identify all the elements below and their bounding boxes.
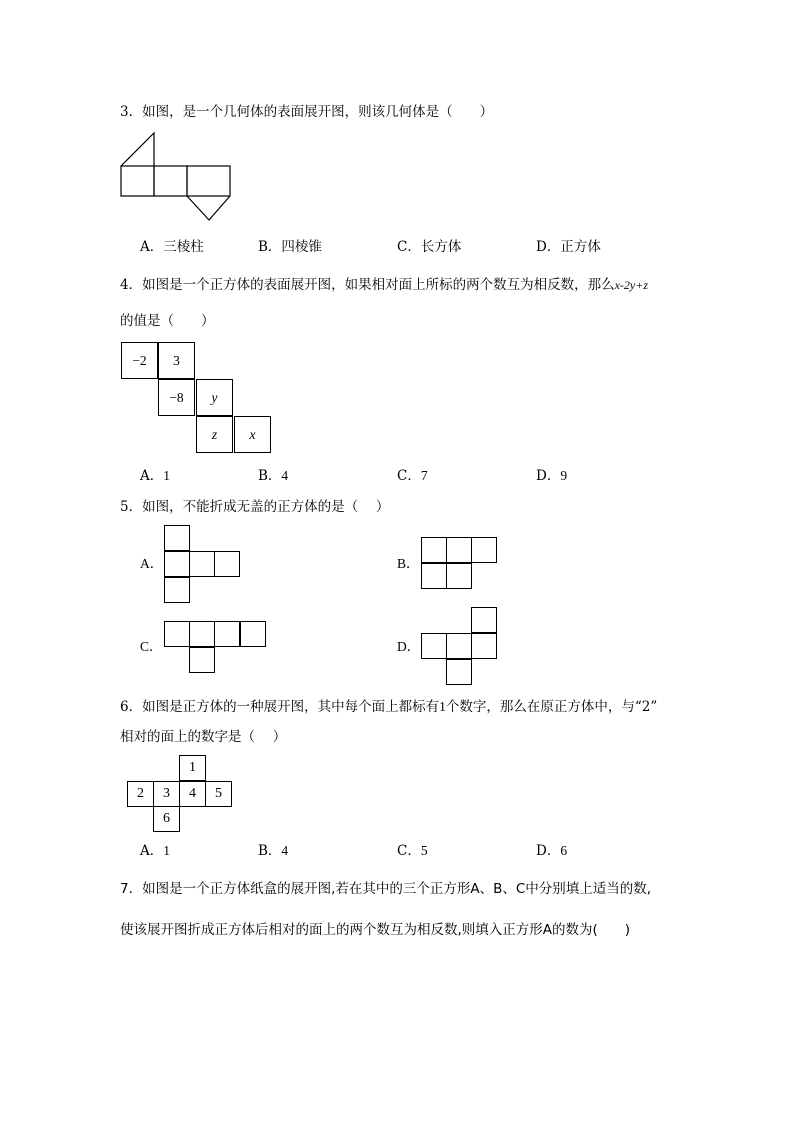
net-square: [164, 577, 190, 603]
net-square: [471, 607, 497, 633]
net-square: [421, 537, 447, 563]
net-square: [164, 525, 190, 551]
q3-option-a[interactable]: A．三棱柱: [140, 239, 204, 255]
q6-stem-line1: 6．如图是正方体的一种展开图，其中每个面上都标有1个数字，那么在原正方体中，与“2”: [120, 699, 658, 715]
q3-option-d[interactable]: D．正方体: [536, 239, 601, 255]
net-square: [446, 659, 472, 685]
q4-net-cell: −2: [121, 342, 158, 379]
net-square: [164, 551, 190, 577]
q6-net-cell: 1: [179, 755, 206, 781]
q4-option-d[interactable]: D．9: [536, 468, 568, 484]
net-square: [421, 633, 447, 659]
q6-net-cell: 4: [179, 781, 206, 807]
q5-option-b-label[interactable]: B．: [397, 556, 420, 571]
q4-option-b[interactable]: B．4: [258, 468, 289, 484]
q5-option-d-label[interactable]: D．: [397, 639, 421, 654]
q4-expression: x-2y+z: [614, 278, 649, 292]
net-square: [240, 621, 266, 647]
q4-net-cell: −8: [158, 379, 195, 416]
net-square: [164, 621, 190, 647]
q6-net-cell: 5: [205, 781, 232, 807]
net-square: [189, 551, 215, 577]
q6-net-cell: 3: [153, 781, 180, 807]
net-square: [446, 563, 472, 589]
net-square: [189, 647, 215, 673]
q4-net-cell: 3: [158, 342, 195, 379]
q3-option-c[interactable]: C．长方体: [397, 239, 462, 255]
q3-option-b[interactable]: B．四棱锥: [258, 239, 322, 255]
q6-net-cell: 6: [153, 806, 180, 832]
q4-net-cell: z: [196, 416, 233, 453]
net-square: [446, 633, 472, 659]
q5-stem: 5．如图，不能折成无盖的正方体的是（ ）: [120, 499, 390, 515]
q6-net-cell: 2: [127, 781, 154, 807]
q6-option-a[interactable]: A．1: [140, 843, 170, 859]
q4-stem-line2: 的值是（ ）: [120, 313, 215, 329]
q3-stem: 3．如图，是一个几何体的表面展开图，则该几何体是（ ）: [120, 104, 494, 120]
net-square: [189, 621, 215, 647]
net-square: [421, 563, 447, 589]
net-square: [214, 551, 240, 577]
q7-stem-line1: 7．如图是一个正方体纸盒的展开图,若在其中的三个正方形A、B、C中分别填上适当的数,: [120, 881, 652, 897]
q6-stem-line2: 相对的面上的数字是（ ）: [120, 729, 287, 745]
q3-prism-net-diagram: [119, 130, 239, 225]
q6-option-d[interactable]: D．6: [536, 843, 568, 859]
net-square: [446, 537, 472, 563]
q4-net-cell: y: [196, 379, 233, 416]
q5-option-c-label[interactable]: C．: [140, 639, 163, 654]
net-square: [214, 621, 240, 647]
net-square: [471, 633, 497, 659]
net-square: [471, 537, 497, 563]
q6-option-b[interactable]: B．4: [258, 843, 289, 859]
q7-stem-line2: 使该展开图折成正方体后相对的面上的两个数互为相反数,则填入正方形A的数为( ): [120, 922, 631, 938]
q4-net-cell: x: [234, 416, 271, 453]
q4-stem-line1: 4．如图是一个正方体的表面展开图，如果相对面上所标的两个数互为相反数，那么x-2y+z: [120, 277, 649, 293]
q4-option-c[interactable]: C．7: [397, 468, 428, 484]
q4-option-a[interactable]: A．1: [140, 468, 170, 484]
q6-option-c[interactable]: C．5: [397, 843, 428, 859]
q5-option-a-label[interactable]: A．: [140, 556, 164, 571]
